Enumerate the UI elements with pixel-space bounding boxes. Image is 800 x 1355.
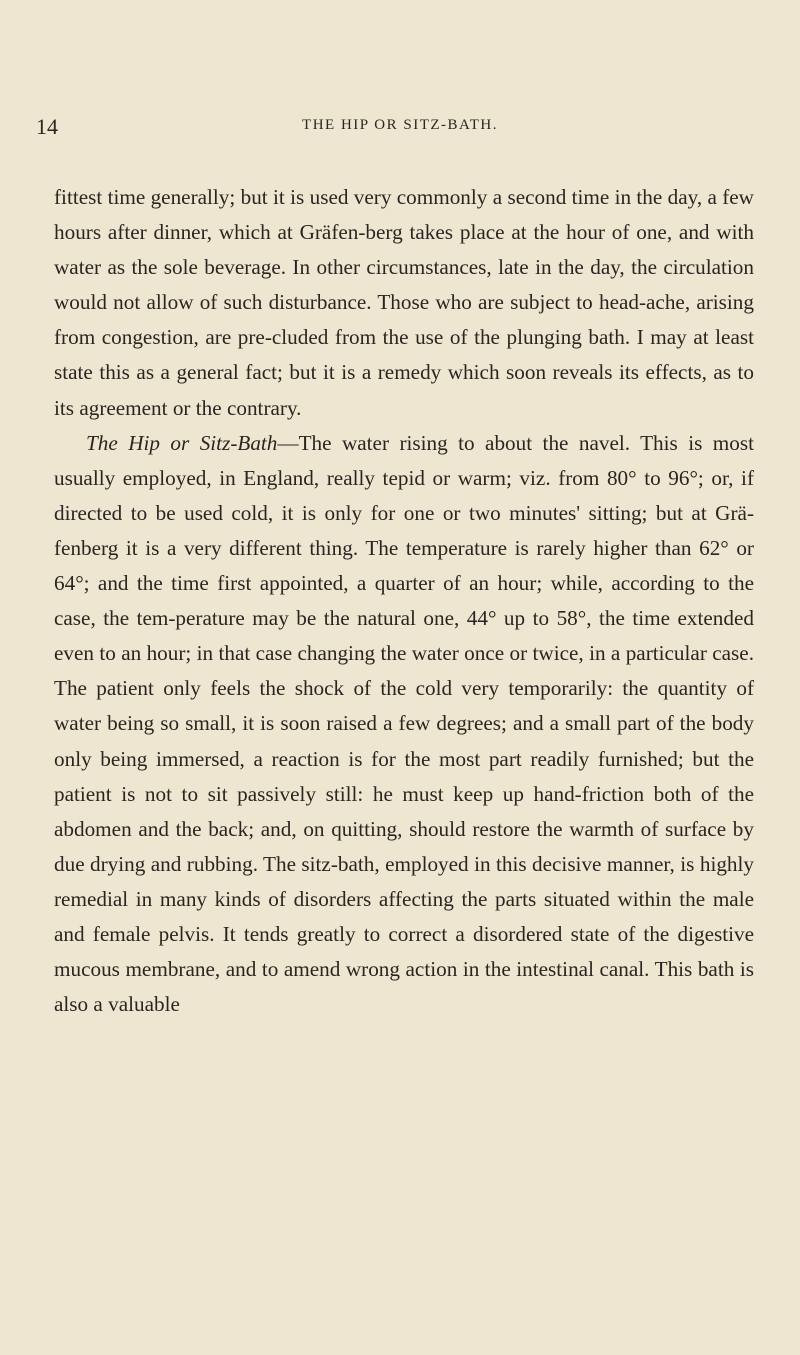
- running-title: THE HIP OR SITZ-BATH.: [302, 117, 498, 133]
- body-text: [54, 180, 754, 1022]
- page-header: [36, 114, 764, 162]
- paragraph-2: [54, 426, 754, 1023]
- paragraph-1: [54, 180, 754, 426]
- paragraph-1-text: fittest time generally; but it is used very commonly a second time in the day, a few hours after dinner, which at Gräfen-berg takes place at the hour of one, and with water as the sole beverage. In other circumstances, late in the day, the circulation would not allow of such disturbance. Those who are subject to head-ache, arising from congestion, are pre-cluded from the use of the plunging bath. I may at least state this as a general fact; but it is a remedy which soon reveals its effects, as to its agreement or the contrary.: [54, 185, 754, 420]
- page-number: 14: [36, 114, 58, 139]
- section-heading: The Hip or Sitz-Bath: [86, 430, 278, 455]
- paragraph-2-text: —The water rising to about the navel. This is most usually employed, in England, really tepid or warm; viz. from 80° to 96°; or, if directed to be used cold, it is only for one or two minutes' sitting; but at Grä-fenberg it is a very different thing. The temperature is rarely higher than 62° or 64°; and the time first appointed, a quarter of an hour; while, according to the case, the tem-perature may be the natural one, 44° up to 58°, the time extended even to an hour; in that case changing the water once or twice, in a particular case. The patient only feels the shock of the cold very temporarily: the quantity of water being so small, it is soon raised a few degrees; and a small part of the body only being immersed, a reaction is for the most part readily furnished; but the patient is not to sit passively still: he must keep up hand-friction both of the abdomen and the back; and, on quitting, should restore the warmth of surface by due drying and rubbing. The sitz-bath, employed in this decisive manner, is highly remedial in many kinds of disorders affecting the parts situated within the male and female pelvis. It tends greatly to correct a disordered state of the digestive mucous membrane, and to amend wrong action in the intestinal canal. This bath is also a valuable: [54, 430, 754, 1017]
